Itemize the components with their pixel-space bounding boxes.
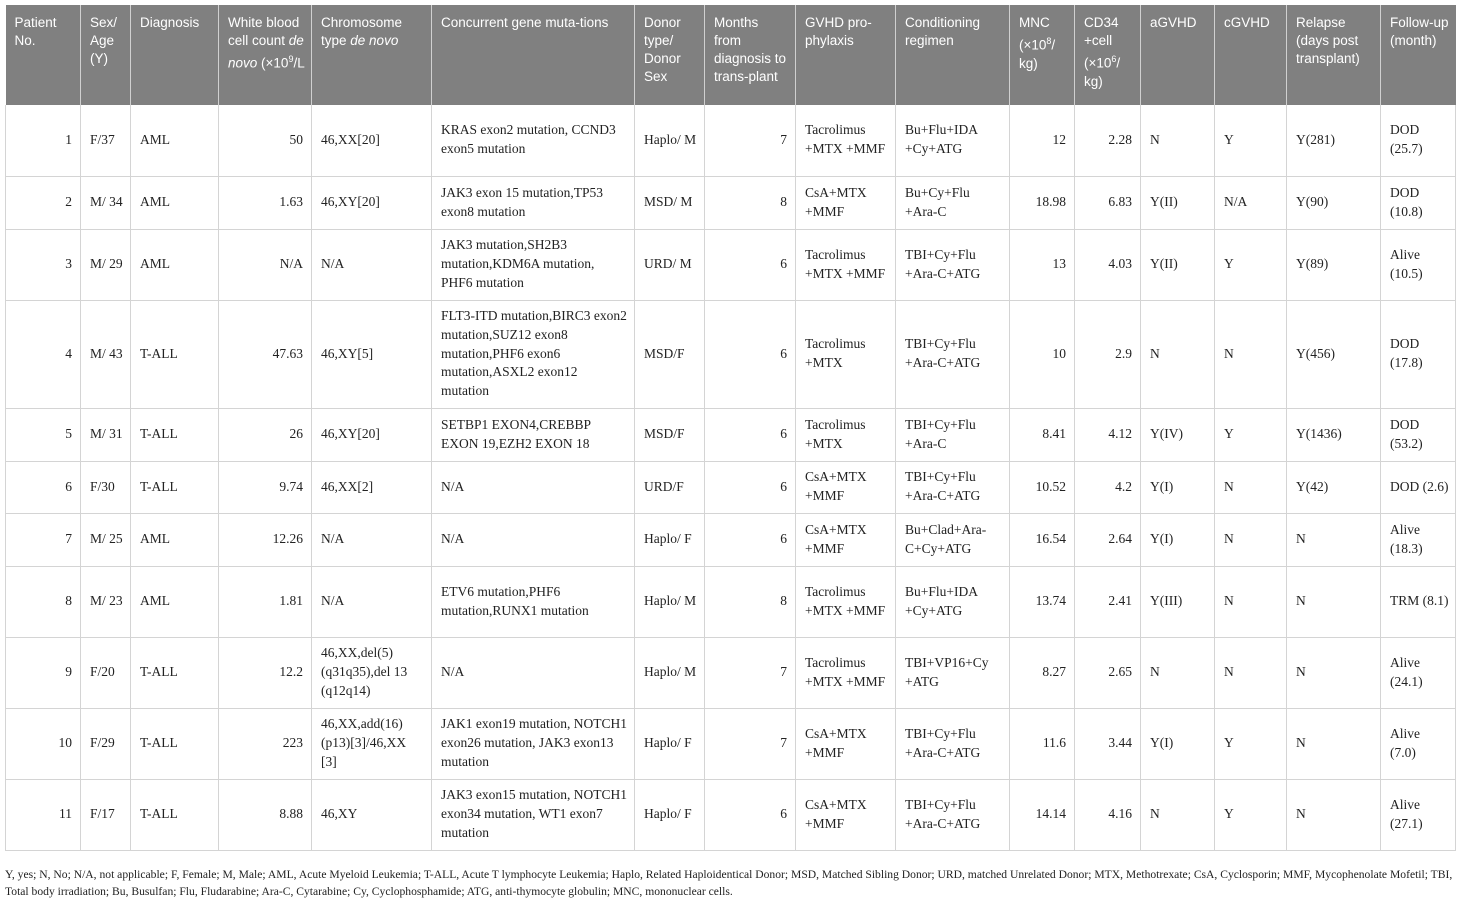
cell-gvhd-prophylaxis: CsA+MTX +MMF xyxy=(796,779,896,850)
cell-relapse: Y(42) xyxy=(1287,461,1381,513)
cell-gvhd-prophylaxis: Tacrolimus +MTX xyxy=(796,408,896,461)
cell-months: 6 xyxy=(705,461,796,513)
cell-mnc: 18.98 xyxy=(1010,176,1075,229)
header-months: Months from diagnosis to trans-plant xyxy=(705,5,796,105)
cell-chromosome: 46,XX[2] xyxy=(312,461,432,513)
cell-followup: DOD (53.2) xyxy=(1381,408,1456,461)
table-header xyxy=(6,5,1456,105)
cell-gvhd-prophylaxis: CsA+MTX +MMF xyxy=(796,461,896,513)
cell-months: 6 xyxy=(705,513,796,566)
cell-followup: Alive (27.1) xyxy=(1381,779,1456,850)
cell-months: 8 xyxy=(705,566,796,637)
cell-relapse: Y(90) xyxy=(1287,176,1381,229)
cell-agvhd: Y(I) xyxy=(1141,708,1215,779)
cell-diagnosis: T-ALL xyxy=(131,300,219,408)
cell-gvhd-prophylaxis: Tacrolimus +MTX +MMF xyxy=(796,566,896,637)
table-row xyxy=(6,105,1456,176)
cell-mutations: N/A xyxy=(432,513,635,566)
cell-agvhd: Y(I) xyxy=(1141,461,1215,513)
cell-followup: DOD (2.6) xyxy=(1381,461,1456,513)
header-cd34: CD34 +cell ($\times 10^6/$ kg) xyxy=(1075,5,1141,105)
cell-conditioning: Bu+Flu+IDA +Cy+ATG xyxy=(896,105,1010,176)
cell-conditioning: TBI+Cy+Flu +Ara-C+ATG xyxy=(896,708,1010,779)
cell-diagnosis: AML xyxy=(131,176,219,229)
cell-mnc: 16.54 xyxy=(1010,513,1075,566)
cell-relapse: N xyxy=(1287,637,1381,708)
cell-followup: Alive (7.0) xyxy=(1381,708,1456,779)
cell-agvhd: Y(II) xyxy=(1141,229,1215,300)
cell-cgvhd: N xyxy=(1215,513,1287,566)
cell-cd34: 6.83 xyxy=(1075,176,1141,229)
cell-cgvhd: Y xyxy=(1215,708,1287,779)
cell-relapse: N xyxy=(1287,566,1381,637)
header-chromosome: Chromosome type de novo xyxy=(312,5,432,105)
cell-patient-no: 5 xyxy=(6,408,81,461)
cell-sex-age: F/30 xyxy=(81,461,131,513)
cell-months: 7 xyxy=(705,708,796,779)
cell-sex-age: F/17 xyxy=(81,779,131,850)
cell-mutations: SETBP1 EXON4,CREBBP EXON 19,EZH2 EXON 18 xyxy=(432,408,635,461)
cell-donor: Haplo/ F xyxy=(635,779,705,850)
cell-cd34: 4.03 xyxy=(1075,229,1141,300)
cell-donor: URD/F xyxy=(635,461,705,513)
cell-relapse: N xyxy=(1287,779,1381,850)
cell-wbc: N/A xyxy=(219,229,312,300)
cell-chromosome: N/A xyxy=(312,566,432,637)
cell-donor: MSD/F xyxy=(635,300,705,408)
cell-agvhd: N xyxy=(1141,637,1215,708)
cell-gvhd-prophylaxis: CsA+MTX +MMF xyxy=(796,513,896,566)
cell-sex-age: M/ 23 xyxy=(81,566,131,637)
cell-relapse: N xyxy=(1287,708,1381,779)
table-row xyxy=(6,637,1456,708)
header-agvhd: aGVHD xyxy=(1141,5,1215,105)
header-patient-no: Patient No. xyxy=(6,5,81,105)
cell-patient-no: 1 xyxy=(6,105,81,176)
cell-agvhd: Y(I) xyxy=(1141,513,1215,566)
header-wbc: White blood cell count de novo ($\times 10^9/L$ xyxy=(219,5,312,105)
cell-mutations: N/A xyxy=(432,461,635,513)
cell-sex-age: M/ 34 xyxy=(81,176,131,229)
cell-conditioning: TBI+Cy+Flu +Ara-C+ATG xyxy=(896,300,1010,408)
cell-donor: Haplo/ M xyxy=(635,105,705,176)
cell-diagnosis: T-ALL xyxy=(131,708,219,779)
cell-agvhd: Y(IV) xyxy=(1141,408,1215,461)
cell-cd34: 4.2 xyxy=(1075,461,1141,513)
cell-cgvhd: Y xyxy=(1215,229,1287,300)
cell-wbc: 12.2 xyxy=(219,637,312,708)
header-cgvhd: cGVHD xyxy=(1215,5,1287,105)
cell-conditioning: Bu+Cy+Flu +Ara-C xyxy=(896,176,1010,229)
cell-wbc: 223 xyxy=(219,708,312,779)
table-row xyxy=(6,779,1456,850)
cell-cd34: 2.41 xyxy=(1075,566,1141,637)
cell-relapse: Y(456) xyxy=(1287,300,1381,408)
table-row xyxy=(6,229,1456,300)
cell-cd34: 3.44 xyxy=(1075,708,1141,779)
cell-cgvhd: N/A xyxy=(1215,176,1287,229)
cell-followup: DOD (17.8) xyxy=(1381,300,1456,408)
header-gvhd-prophylaxis: GVHD pro-phylaxis xyxy=(796,5,896,105)
cell-agvhd: Y(III) xyxy=(1141,566,1215,637)
cell-diagnosis: T-ALL xyxy=(131,779,219,850)
cell-gvhd-prophylaxis: Tacrolimus +MTX xyxy=(796,300,896,408)
cell-chromosome: 46,XX,add(16) (p13)[3]/46,XX [3] xyxy=(312,708,432,779)
cell-patient-no: 3 xyxy=(6,229,81,300)
cell-conditioning: TBI+Cy+Flu +Ara-C xyxy=(896,408,1010,461)
cell-cgvhd: Y xyxy=(1215,779,1287,850)
header-followup: Follow-up (month) xyxy=(1381,5,1456,105)
header-row xyxy=(6,5,1456,105)
cell-sex-age: M/ 29 xyxy=(81,229,131,300)
cell-cd34: 2.64 xyxy=(1075,513,1141,566)
cell-diagnosis: AML xyxy=(131,229,219,300)
cell-cd34: 2.65 xyxy=(1075,637,1141,708)
cell-diagnosis: AML xyxy=(131,513,219,566)
cell-wbc: 9.74 xyxy=(219,461,312,513)
cell-mutations: JAK3 mutation,SH2B3 mutation,KDM6A mutation, PHF6 mutation xyxy=(432,229,635,300)
cell-relapse: N xyxy=(1287,513,1381,566)
cell-relapse: Y(89) xyxy=(1287,229,1381,300)
cell-wbc: 26 xyxy=(219,408,312,461)
cell-chromosome: 46,XY[5] xyxy=(312,300,432,408)
table-row xyxy=(6,176,1456,229)
cell-patient-no: 11 xyxy=(6,779,81,850)
cell-sex-age: M/ 25 xyxy=(81,513,131,566)
cell-gvhd-prophylaxis: Tacrolimus +MTX +MMF xyxy=(796,229,896,300)
header-sex-age: Sex/ Age (Y) xyxy=(81,5,131,105)
cell-chromosome: N/A xyxy=(312,513,432,566)
cell-agvhd: Y(II) xyxy=(1141,176,1215,229)
cell-months: 6 xyxy=(705,779,796,850)
table-row xyxy=(6,513,1456,566)
cell-followup: TRM (8.1) xyxy=(1381,566,1456,637)
cell-diagnosis: T-ALL xyxy=(131,461,219,513)
cell-donor: Haplo/ M xyxy=(635,637,705,708)
cell-agvhd: N xyxy=(1141,105,1215,176)
cell-cgvhd: N xyxy=(1215,637,1287,708)
cell-mnc: 12 xyxy=(1010,105,1075,176)
cell-relapse: Y(1436) xyxy=(1287,408,1381,461)
cell-wbc: 8.88 xyxy=(219,779,312,850)
cell-followup: DOD (10.8) xyxy=(1381,176,1456,229)
cell-cgvhd: N xyxy=(1215,461,1287,513)
cell-months: 8 xyxy=(705,176,796,229)
cell-diagnosis: T-ALL xyxy=(131,637,219,708)
cell-wbc: 1.63 xyxy=(219,176,312,229)
header-diagnosis: Diagnosis xyxy=(131,5,219,105)
cell-gvhd-prophylaxis: Tacrolimus +MTX +MMF xyxy=(796,637,896,708)
cell-chromosome: 46,XY[20] xyxy=(312,176,432,229)
cell-patient-no: 10 xyxy=(6,708,81,779)
cell-donor: MSD/ M xyxy=(635,176,705,229)
cell-followup: DOD (25.7) xyxy=(1381,105,1456,176)
cell-sex-age: F/29 xyxy=(81,708,131,779)
cell-months: 7 xyxy=(705,105,796,176)
cell-conditioning: TBI+VP16+Cy +ATG xyxy=(896,637,1010,708)
cell-patient-no: 7 xyxy=(6,513,81,566)
table-row xyxy=(6,708,1456,779)
cell-cd34: 4.12 xyxy=(1075,408,1141,461)
table-row xyxy=(6,408,1456,461)
cell-patient-no: 6 xyxy=(6,461,81,513)
cell-cd34: 2.28 xyxy=(1075,105,1141,176)
cell-mutations: KRAS exon2 mutation, CCND3 exon5 mutation xyxy=(432,105,635,176)
cell-patient-no: 8 xyxy=(6,566,81,637)
cell-mutations: N/A xyxy=(432,637,635,708)
cell-conditioning: Bu+Clad+Ara-C+Cy+ATG xyxy=(896,513,1010,566)
cell-months: 6 xyxy=(705,229,796,300)
cell-cgvhd: N xyxy=(1215,566,1287,637)
cell-conditioning: TBI+Cy+Flu +Ara-C+ATG xyxy=(896,779,1010,850)
cell-months: 7 xyxy=(705,637,796,708)
cell-cd34: 2.9 xyxy=(1075,300,1141,408)
cell-cgvhd: N xyxy=(1215,300,1287,408)
cell-mnc: 11.6 xyxy=(1010,708,1075,779)
cell-diagnosis: AML xyxy=(131,566,219,637)
cell-gvhd-prophylaxis: CsA+MTX +MMF xyxy=(796,176,896,229)
cell-wbc: 1.81 xyxy=(219,566,312,637)
header-relapse: Relapse (days post transplant) xyxy=(1287,5,1381,105)
cell-mutations: JAK3 exon15 mutation, NOTCH1 exon34 mutation, WT1 exon7 mutation xyxy=(432,779,635,850)
table-row xyxy=(6,300,1456,408)
cell-chromosome: 46,XX[20] xyxy=(312,105,432,176)
table-footnote: Y, yes; N, No; N/A, not applicable; F, Female; M, Male; AML, Acute Myeloid Leukemia; T-ALL, Acute T lymphocyte Leukemia; Haplo, Related Haploidentical Donor; MSD, Matched Sibling Donor; URD, matched Unrelated Donor; MTX, Methotrexate; CsA, Cyclosporin; MMF, Mycophenolate Mofetil; TBI, Total body irradiation; Bu, Busulfan; Flu, Fludarabine; Ara-C, Cytarabine; Cy, Cyclophosphamide; ATG, anti-thymocyte globulin; MNC, mononuclear cells. xyxy=(5,868,1453,898)
cell-gvhd-prophylaxis: Tacrolimus +MTX +MMF xyxy=(796,105,896,176)
cell-chromosome: 46,XY xyxy=(312,779,432,850)
cell-cgvhd: Y xyxy=(1215,408,1287,461)
cell-sex-age: M/ 43 xyxy=(81,300,131,408)
cell-mutations: FLT3-ITD mutation,BIRC3 exon2 mutation,SUZ12 exon8 mutation,PHF6 exon6 mutation,ASXL2 exon12 mutation xyxy=(432,300,635,408)
cell-donor: Haplo/ F xyxy=(635,708,705,779)
cell-wbc: 47.63 xyxy=(219,300,312,408)
table-body xyxy=(6,105,1456,850)
cell-conditioning: Bu+Flu+IDA +Cy+ATG xyxy=(896,566,1010,637)
cell-patient-no: 4 xyxy=(6,300,81,408)
table-row xyxy=(6,566,1456,637)
table-row xyxy=(6,461,1456,513)
cell-followup: Alive (24.1) xyxy=(1381,637,1456,708)
cell-sex-age: M/ 31 xyxy=(81,408,131,461)
cell-mnc: 10 xyxy=(1010,300,1075,408)
cell-mnc: 14.14 xyxy=(1010,779,1075,850)
cell-cgvhd: Y xyxy=(1215,105,1287,176)
cell-followup: Alive (18.3) xyxy=(1381,513,1456,566)
cell-agvhd: N xyxy=(1141,300,1215,408)
cell-mutations: JAK1 exon19 mutation, NOTCH1 exon26 mutation, JAK3 exon13 mutation xyxy=(432,708,635,779)
cell-wbc: 50 xyxy=(219,105,312,176)
cell-mnc: 8.41 xyxy=(1010,408,1075,461)
cell-months: 6 xyxy=(705,300,796,408)
cell-patient-no: 2 xyxy=(6,176,81,229)
cell-mnc: 8.27 xyxy=(1010,637,1075,708)
cell-mutations: JAK3 exon 15 mutation,TP53 exon8 mutation xyxy=(432,176,635,229)
cell-diagnosis: AML xyxy=(131,105,219,176)
cell-patient-no: 9 xyxy=(6,637,81,708)
cell-chromosome: 46,XY[20] xyxy=(312,408,432,461)
cell-chromosome: 46,XX,del(5) (q31q35),del 13 (q12q14) xyxy=(312,637,432,708)
patient-characteristics-table xyxy=(5,5,1456,851)
header-conditioning: Conditioning regimen xyxy=(896,5,1010,105)
cell-wbc: 12.26 xyxy=(219,513,312,566)
cell-sex-age: F/37 xyxy=(81,105,131,176)
cell-mutations: ETV6 mutation,PHF6 mutation,RUNX1 mutation xyxy=(432,566,635,637)
cell-donor: URD/ M xyxy=(635,229,705,300)
header-donor: Donor type/ Donor Sex xyxy=(635,5,705,105)
cell-followup: Alive (10.5) xyxy=(1381,229,1456,300)
cell-mnc: 13.74 xyxy=(1010,566,1075,637)
cell-conditioning: TBI+Cy+Flu +Ara-C+ATG xyxy=(896,461,1010,513)
header-mnc: MNC ($\times 10^8/$ kg) xyxy=(1010,5,1075,105)
cell-agvhd: N xyxy=(1141,779,1215,850)
cell-gvhd-prophylaxis: CsA+MTX +MMF xyxy=(796,708,896,779)
cell-mnc: 13 xyxy=(1010,229,1075,300)
cell-mnc: 10.52 xyxy=(1010,461,1075,513)
cell-donor: Haplo/ F xyxy=(635,513,705,566)
header-mutations: Concurrent gene muta-tions xyxy=(432,5,635,105)
cell-donor: MSD/F xyxy=(635,408,705,461)
cell-conditioning: TBI+Cy+Flu +Ara-C+ATG xyxy=(896,229,1010,300)
cell-diagnosis: T-ALL xyxy=(131,408,219,461)
cell-chromosome: N/A xyxy=(312,229,432,300)
cell-relapse: Y(281) xyxy=(1287,105,1381,176)
cell-months: 6 xyxy=(705,408,796,461)
cell-cd34: 4.16 xyxy=(1075,779,1141,850)
cell-sex-age: F/20 xyxy=(81,637,131,708)
cell-donor: Haplo/ M xyxy=(635,566,705,637)
